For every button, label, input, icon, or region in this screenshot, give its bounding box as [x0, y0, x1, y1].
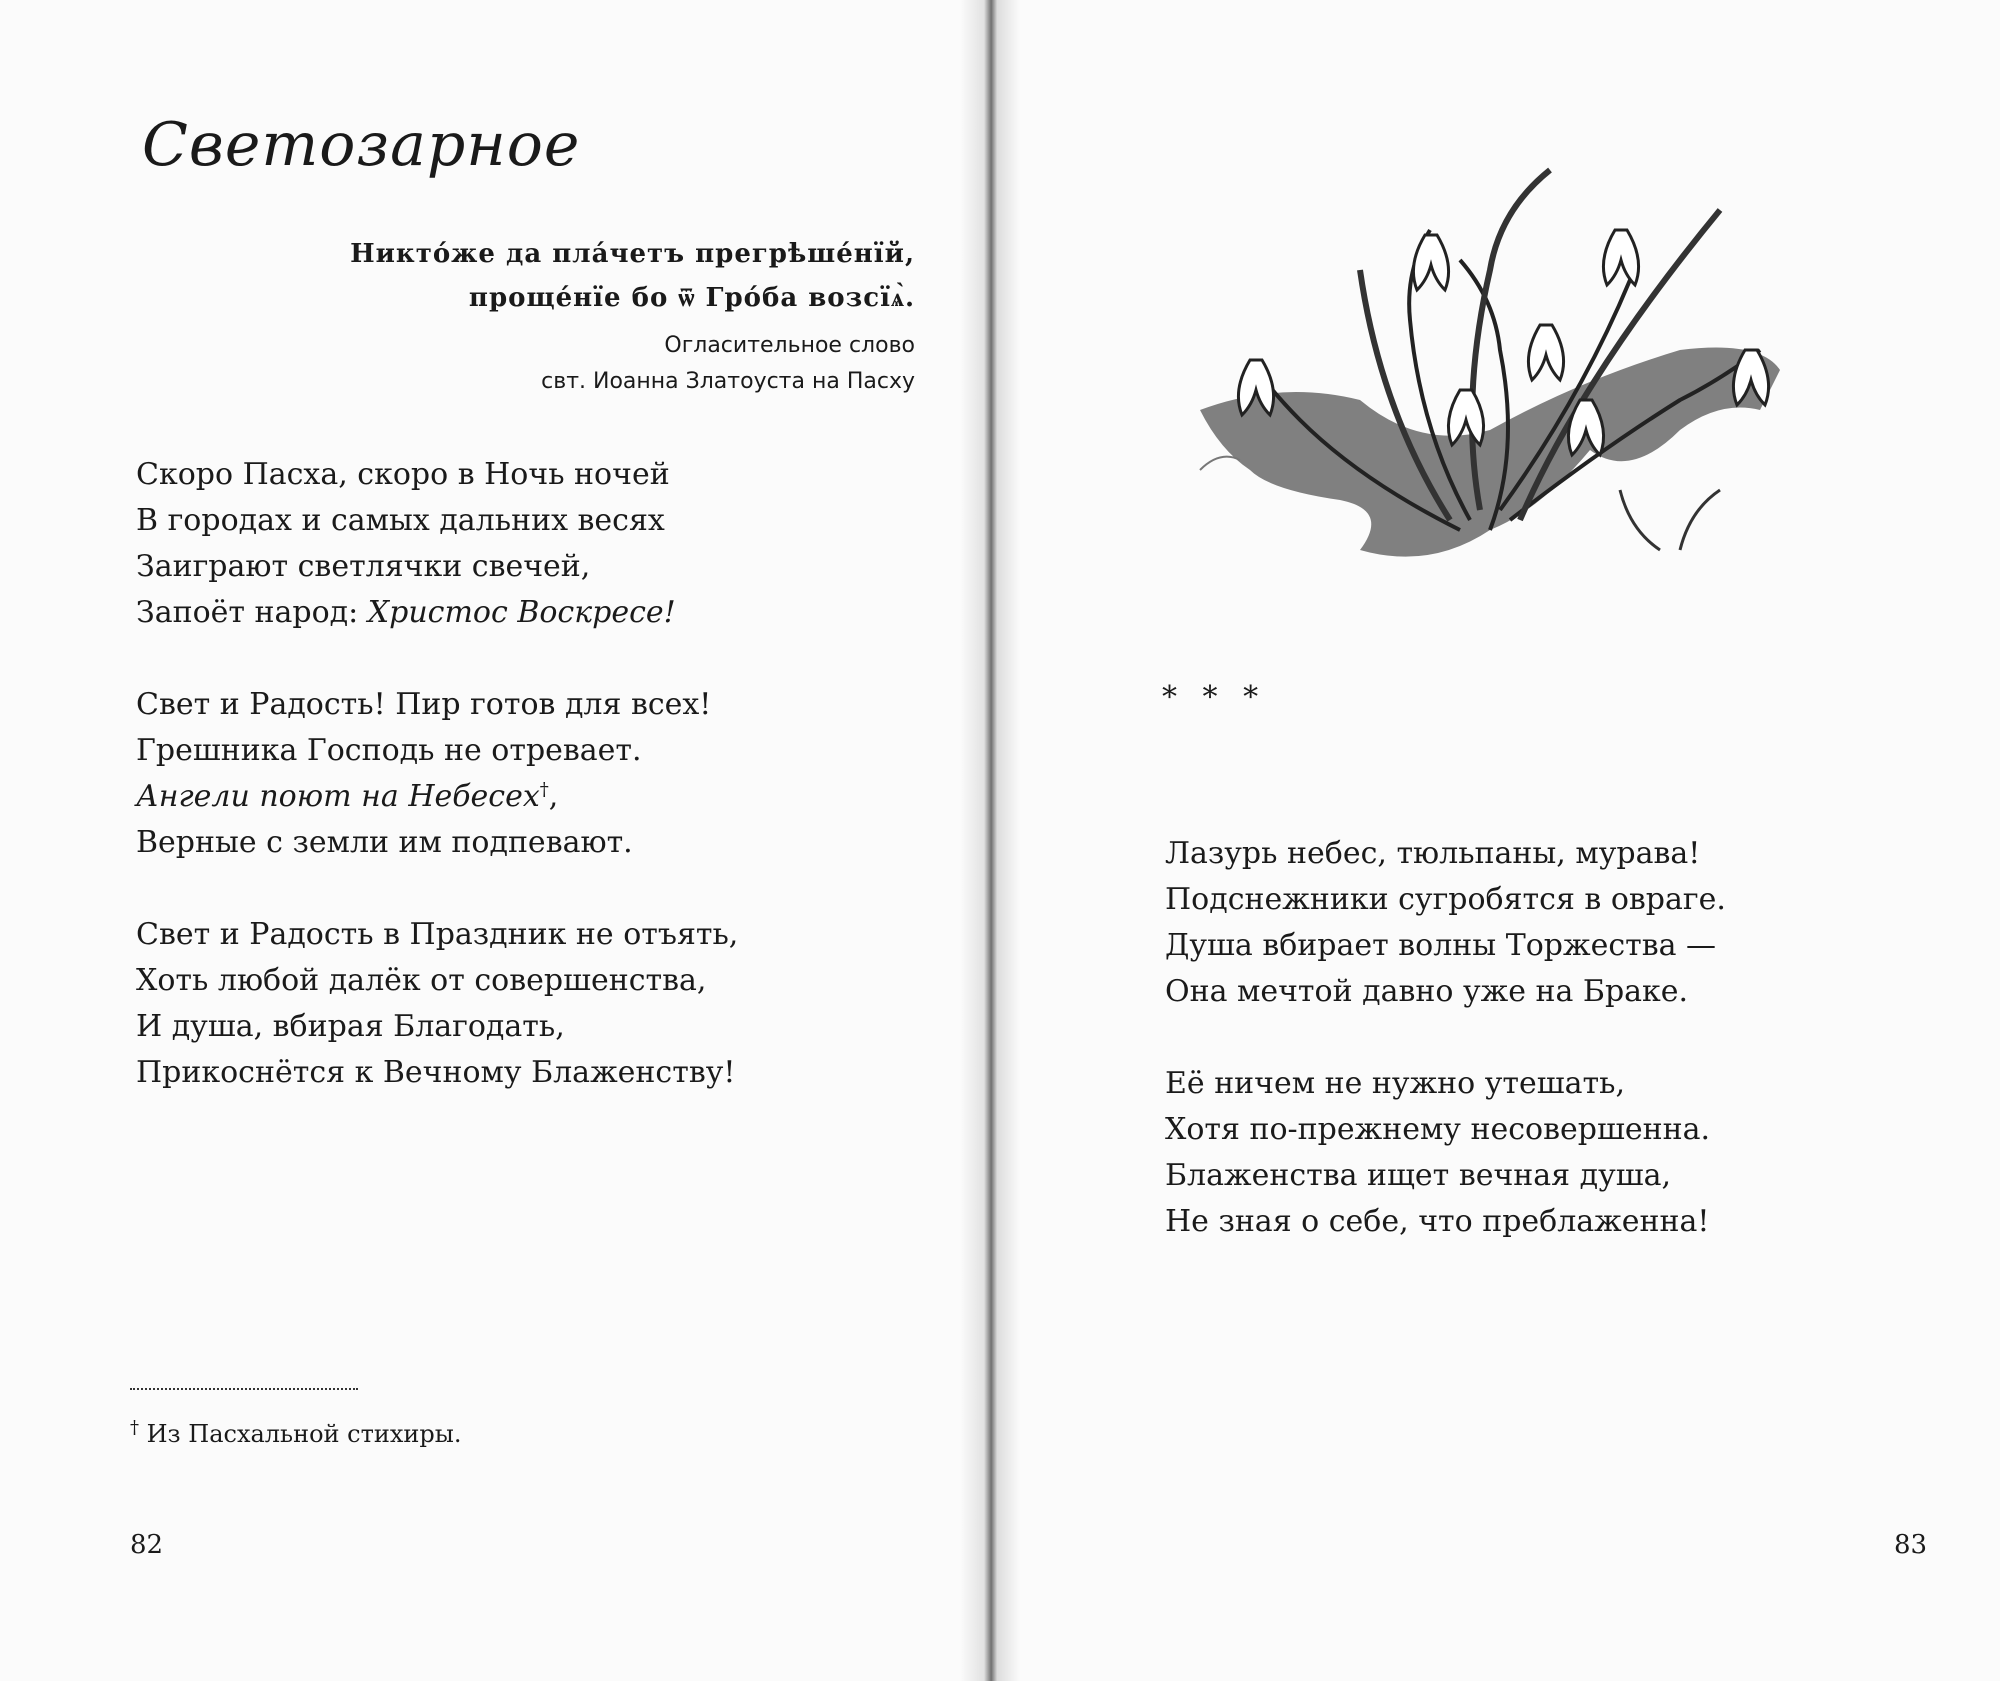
footnote-separator — [130, 1388, 358, 1390]
epigraph — [155, 232, 915, 400]
poem-line-italic: Христос Воскресе! — [367, 595, 676, 630]
poem-line: Хоть любой далёк от совершенства, — [136, 963, 707, 998]
footnote-text: Из Пасхальной стихиры. — [139, 1420, 462, 1448]
poem-line: Хотя по-прежнему несовершенна. — [1165, 1112, 1711, 1147]
stanza — [136, 682, 738, 866]
poem-line-text: Запоёт народ: — [136, 595, 368, 630]
poem-line: Грешника Господь не отревает. — [136, 733, 642, 768]
poem-line: Лазурь небес, тюльпаны, мурава! — [1165, 836, 1701, 871]
poem-line: Заиграют светлячки свечей, — [136, 549, 591, 584]
footnote-mark: † — [130, 1417, 139, 1438]
snowdrops-illustration-icon — [1160, 150, 1800, 600]
footnote-ref-mark[interactable]: † — [539, 779, 549, 800]
footnote — [130, 1417, 462, 1448]
epigraph-source-line-1: Огласительное слово — [664, 333, 915, 358]
poem-line: Блаженства ищет вечная душа, — [1165, 1158, 1672, 1193]
poem-line: Свет и Радость в Праздник не отъять, — [136, 917, 739, 952]
epigraph-slavonic-line-2: проще́нїе бо ѿ Гро́ба возсїѧ̀. — [468, 283, 915, 313]
poem-line: Прикоснётся к Вечному Блаженству! — [136, 1055, 736, 1090]
poem-line: Верные с земли им подпевают. — [136, 825, 633, 860]
poem-line: Свет и Радость! Пир готов для всех! — [136, 687, 712, 722]
left-poem — [136, 452, 738, 1142]
poem-line-italic: Ангели поют на Небесех — [136, 779, 540, 814]
section-separator: * * * — [1162, 680, 1267, 715]
epigraph-slavonic-line-1: Никто́же да пла́четъ прегрѣше́нїй, — [350, 239, 915, 269]
book-gutter — [960, 0, 1020, 1681]
stanza — [136, 912, 738, 1096]
poem-line: Не зная о себе, что преблаженна! — [1165, 1204, 1710, 1239]
poem-title: Светозарное — [142, 110, 581, 180]
epigraph-source — [155, 328, 915, 400]
poem-line: И душа, вбирая Благодать, — [136, 1009, 565, 1044]
poem-line — [136, 590, 738, 636]
poem-line: Подснежники сугробятся в овраге. — [1165, 882, 1726, 917]
poem-line: Скоро Пасха, скоро в Ночь ночей — [136, 457, 670, 492]
poem-line: Её ничем не нужно утешать, — [1165, 1066, 1626, 1101]
page-number-left: 82 — [130, 1530, 164, 1560]
poem-line: В городах и самых дальних весях — [136, 503, 665, 538]
poem-line-text: , — [548, 779, 559, 814]
epigraph-source-line-2: свт. Иоанна Златоуста на Пасху — [541, 369, 915, 394]
left-page — [0, 0, 985, 1681]
poem-line — [136, 774, 738, 820]
stanza — [1165, 831, 1726, 1015]
poem-line: Душа вбирает волны Торжества — — [1165, 928, 1717, 963]
poem-line: Она мечтой давно уже на Браке. — [1165, 974, 1689, 1009]
stanza — [1165, 1061, 1726, 1245]
page-number-right: 83 — [1894, 1530, 1928, 1560]
stanza — [136, 452, 738, 636]
right-poem — [1165, 831, 1726, 1291]
